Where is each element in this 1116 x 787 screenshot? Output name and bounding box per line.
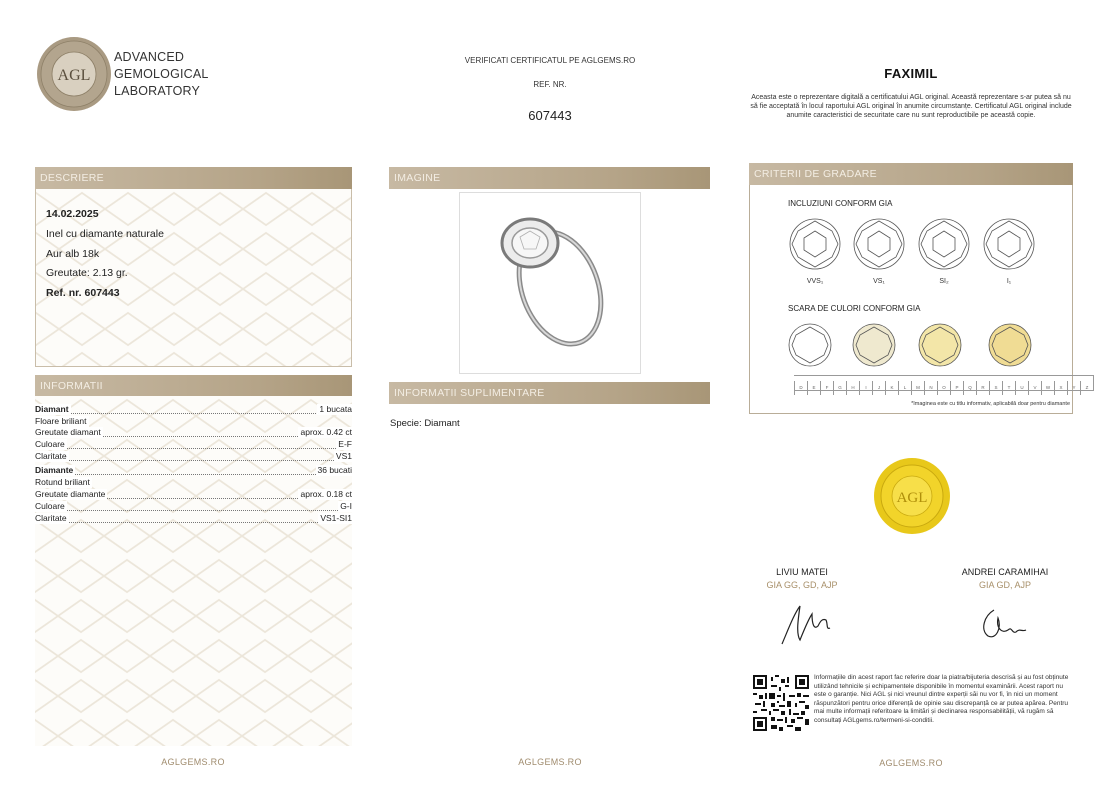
color-swatch-g	[853, 324, 895, 366]
color-diagrams	[788, 323, 1038, 371]
info-key: Diamant	[35, 404, 69, 414]
info-key: Greutate diamante	[35, 489, 106, 499]
scale-s: S	[989, 381, 1002, 395]
signature-1	[776, 600, 834, 648]
section-header-info-suplimentare: INFORMATII SUPLIMENTARE	[389, 382, 710, 404]
signer2-credentials: GIA GD, AJP	[978, 580, 1032, 590]
info-value: aprox. 0.42 ct	[300, 427, 352, 437]
verify-text[interactable]: VERIFICATI CERTIFICATUL PE AGLGEMS.RO	[464, 56, 636, 65]
scale-l: L	[898, 381, 911, 395]
section-header-imagine: IMAGINE	[389, 167, 710, 189]
logo-monogram: AGL	[57, 67, 91, 84]
info-row	[35, 489, 352, 500]
info-row	[35, 404, 352, 415]
color-swatch-d	[789, 324, 831, 366]
vvs1-diagram	[790, 219, 840, 269]
scale-v: V	[1028, 381, 1041, 395]
specie-text: Specie: Diamant	[390, 418, 460, 429]
ref-label: REF. NR.	[533, 80, 567, 89]
info-row	[35, 477, 352, 488]
info-key: Rotund briliant	[35, 477, 90, 487]
qr-code[interactable]	[753, 675, 809, 731]
inclusions-title: INCLUZIUNI CONFORM GIA	[788, 199, 893, 208]
signer1-credentials: GIA GG, GD, AJP	[766, 580, 838, 590]
info-row	[35, 416, 352, 427]
scale-h: H	[846, 381, 859, 395]
ref-value: 607443	[528, 108, 572, 123]
signature-2	[984, 610, 1026, 637]
info-row	[35, 427, 352, 438]
scale-m: M	[911, 381, 924, 395]
item-type: Inel cu diamante naturale	[46, 228, 164, 240]
report-date: 14.02.2025	[46, 208, 99, 220]
inclusion-diagrams	[788, 217, 1038, 273]
vs1-diagram	[854, 219, 904, 269]
scale-x: X	[1054, 381, 1067, 395]
criteria-note: *Imaginea este cu titlu informativ, aplicabilă doar pentru diamante	[911, 401, 1070, 407]
info-row	[35, 513, 352, 524]
scale-e: E	[807, 381, 820, 395]
info-value: aprox. 0.18 ct	[300, 489, 352, 499]
signer1-name: LIVIU MATEI	[776, 567, 828, 577]
inclusion-label-vs1: VS₁	[873, 278, 885, 285]
scale-z: Z	[1080, 381, 1093, 395]
info-key: Culoare	[35, 501, 65, 511]
info-value: E-F	[338, 439, 352, 449]
info-key: Culoare	[35, 439, 65, 449]
info-value: VS1-SI1	[320, 513, 352, 523]
info-value: 36 bucati	[317, 465, 352, 475]
metal: Aur alb 18k	[46, 248, 100, 260]
scale-n: N	[924, 381, 937, 395]
scale-g: G	[833, 381, 846, 395]
color-swatch-z	[989, 324, 1031, 366]
lab-name-line1: ADVANCED	[114, 50, 185, 64]
grading-criteria-panel	[749, 185, 1089, 414]
inclusion-label-i1: I₁	[1006, 278, 1012, 285]
scale-j: J	[872, 381, 885, 395]
info-value: G-I	[340, 501, 352, 511]
footer-link-2[interactable]: AGLGEMS.RO	[518, 757, 582, 767]
scale-t: T	[1002, 381, 1015, 395]
i1-diagram	[984, 219, 1034, 269]
scale-y: Y	[1067, 381, 1080, 395]
faximil-title: FAXIMIL	[884, 66, 938, 81]
info-row	[35, 451, 352, 462]
scale-u: U	[1015, 381, 1028, 395]
section-header-criterii: CRITERII DE GRADARE	[749, 163, 1073, 185]
footer-link-1[interactable]: AGLGEMS.RO	[161, 757, 225, 767]
color-swatch-k	[919, 324, 961, 366]
scale-d: D	[794, 381, 807, 395]
scale-p: P	[950, 381, 963, 395]
info-key: Diamante	[35, 465, 74, 475]
ring-image	[459, 192, 641, 374]
section-header-descriere: DESCRIERE	[35, 167, 352, 189]
info-row	[35, 465, 352, 476]
lab-name-line3: LABORATORY	[114, 84, 201, 98]
description-box	[35, 189, 352, 367]
color-scale-bar	[794, 375, 1094, 391]
scale-q: Q	[963, 381, 976, 395]
colors-title: SCARA DE CULORI CONFORM GIA	[788, 304, 921, 313]
disclaimer-text: Informațiile din acest raport fac referire doar la piatra/bijuteria descrisă și au fost obținute utilizând tehnicile și echipamentele disponibile în momentul examinării. Acest raport nu este o garanție. Nici AGL și nici vreunul dintre experții săi nu vor fi, în nici un moment răspunzători pentru orice diferență de opinie sau discrepanță ce ar putea apărea. Pentru mai multe informații referitoare la limitări și declinarea responsabilității, vă rugăm să consultați AGLgems.ro/termeni-si-conditii.	[814, 674, 1069, 724]
scale-o: O	[937, 381, 950, 395]
si2-diagram	[919, 219, 969, 269]
faximil-note: Aceasta este o reprezentare digitală a certificatului AGL original. Această reprezentare s-ar putea să nu să fie acceptată în locul raportului AGL original în anumite circumstanțe. Certificatul AGL original include anumite caracteristici de securitate care nu sunt reproductibile pe această copie.	[750, 94, 1072, 119]
lab-name	[114, 49, 209, 100]
info-row	[35, 501, 352, 512]
signer2-name: ANDREI CARAMIHAI	[961, 567, 1049, 577]
scale-k: K	[885, 381, 898, 395]
scale-f: F	[820, 381, 833, 395]
inclusion-label-vvs1: VVS₁	[806, 278, 824, 285]
scale-r: R	[976, 381, 989, 395]
lab-name-line2: GEMOLOGICAL	[114, 67, 209, 81]
info-key: Claritate	[35, 451, 67, 461]
scale-i: I	[859, 381, 872, 395]
info-value: VS1	[335, 451, 352, 461]
gold-seal	[873, 457, 951, 535]
info-key: Claritate	[35, 513, 67, 523]
seal-monogram: AGL	[896, 490, 928, 506]
weight: Greutate: 2.13 gr.	[46, 267, 128, 279]
scale-w: W	[1041, 381, 1054, 395]
inclusion-label-si2: SI₂	[939, 278, 949, 285]
agl-logo-seal	[36, 36, 112, 112]
info-key: Floare briliant	[35, 416, 87, 426]
footer-link-3[interactable]: AGLGEMS.RO	[879, 758, 943, 768]
section-header-informatii: INFORMATII	[35, 375, 352, 397]
informatii-panel	[35, 396, 352, 746]
info-row	[35, 439, 352, 450]
ring-illustration	[460, 193, 640, 373]
info-value: 1 bucata	[319, 404, 352, 414]
ref-number: Ref. nr. 607443	[46, 287, 120, 299]
info-key: Greutate diamant	[35, 427, 101, 437]
